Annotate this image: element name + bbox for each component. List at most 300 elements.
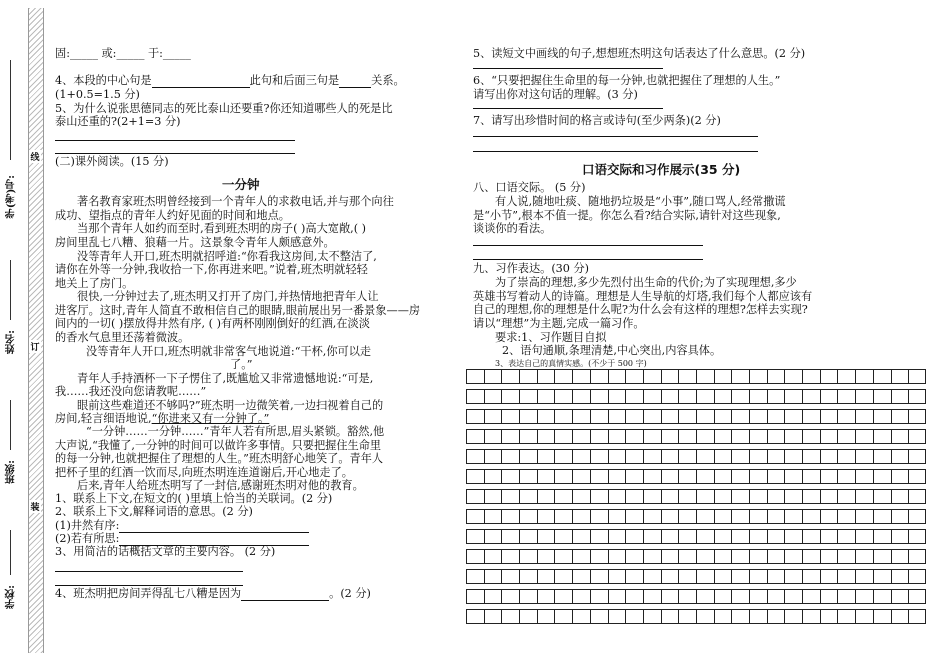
grid-cell[interactable] [625,449,643,464]
grid-cell[interactable] [625,369,643,384]
grid-cell[interactable] [749,529,767,544]
grid-cell[interactable] [696,489,714,504]
grid-cell[interactable] [802,389,820,404]
grid-cell[interactable] [873,529,891,544]
grid-cell[interactable] [625,609,643,624]
grid-cell[interactable] [625,389,643,404]
grid-cell[interactable] [678,469,696,484]
grid-cell[interactable] [714,389,732,404]
grid-cell[interactable] [643,549,661,564]
grid-cell[interactable] [466,589,484,604]
grid-cell[interactable] [820,369,838,384]
q4-answer-blank[interactable] [152,76,250,88]
grid-cell[interactable] [590,529,608,544]
grid-cell[interactable] [749,549,767,564]
grid-cell[interactable] [590,429,608,444]
grid-cell[interactable] [590,409,608,424]
grid-cell[interactable] [873,429,891,444]
grid-cell[interactable] [466,369,484,384]
grid-cell[interactable] [484,409,502,424]
grid-cell[interactable] [767,529,785,544]
grid-cell[interactable] [466,549,484,564]
grid-cell[interactable] [784,569,802,584]
grid-cell[interactable] [608,429,626,444]
grid-cell[interactable] [537,469,555,484]
grid-cell[interactable] [466,409,484,424]
grid-cell[interactable] [519,489,537,504]
grid-cell[interactable] [501,529,519,544]
grid-cell[interactable] [608,609,626,624]
grid-cell[interactable] [519,429,537,444]
grid-cell[interactable] [625,489,643,504]
grid-cell[interactable] [891,569,909,584]
grid-cell[interactable] [519,529,537,544]
grid-cell[interactable] [661,469,679,484]
grid-cell[interactable] [554,369,572,384]
grid-cell[interactable] [767,469,785,484]
grid-cell[interactable] [590,449,608,464]
oral-answer-line-1[interactable] [473,245,703,246]
grid-cell[interactable] [802,529,820,544]
grid-cell[interactable] [873,409,891,424]
grid-cell[interactable] [643,469,661,484]
grid-cell[interactable] [661,429,679,444]
grid-cell[interactable] [590,569,608,584]
grid-cell[interactable] [501,409,519,424]
grid-cell[interactable] [608,469,626,484]
grid-cell[interactable] [466,609,484,624]
grid-cell[interactable] [572,609,590,624]
grid-cell[interactable] [837,389,855,404]
grid-cell[interactable] [537,429,555,444]
grid-cell[interactable] [767,389,785,404]
grid-cell[interactable] [466,509,484,524]
grid-cell[interactable] [501,509,519,524]
grid-cell[interactable] [590,489,608,504]
grid-cell[interactable] [784,549,802,564]
grid-cell[interactable] [908,569,926,584]
grid-cell[interactable] [608,489,626,504]
grid-cell[interactable] [767,589,785,604]
grid-cell[interactable] [714,589,732,604]
grid-cell[interactable] [714,429,732,444]
grid-cell[interactable] [767,429,785,444]
grid-cell[interactable] [643,569,661,584]
grid-cell[interactable] [837,409,855,424]
grid-cell[interactable] [554,509,572,524]
grid-cell[interactable] [891,429,909,444]
grid-cell[interactable] [731,609,749,624]
grid-cell[interactable] [661,529,679,544]
grid-cell[interactable] [678,509,696,524]
grid-cell[interactable] [802,549,820,564]
grid-cell[interactable] [820,429,838,444]
grid-cell[interactable] [837,369,855,384]
grid-cell[interactable] [625,589,643,604]
grid-cell[interactable] [484,389,502,404]
grid-cell[interactable] [501,569,519,584]
grid-cell[interactable] [572,489,590,504]
grid-cell[interactable] [466,489,484,504]
grid-cell[interactable] [714,369,732,384]
grid-cell[interactable] [590,609,608,624]
grid-cell[interactable] [678,589,696,604]
grid-cell[interactable] [643,509,661,524]
grid-cell[interactable] [784,409,802,424]
grid-cell[interactable] [643,589,661,604]
grid-cell[interactable] [837,429,855,444]
r6-answer-line[interactable] [473,108,663,109]
grid-cell[interactable] [714,469,732,484]
grid-cell[interactable] [837,609,855,624]
grid-cell[interactable] [484,569,502,584]
grid-cell[interactable] [484,509,502,524]
grid-cell[interactable] [784,489,802,504]
q4-relation-blank[interactable] [339,76,371,88]
grid-cell[interactable] [820,549,838,564]
grid-cell[interactable] [501,589,519,604]
grid-cell[interactable] [767,509,785,524]
grid-cell[interactable] [855,489,873,504]
grid-cell[interactable] [554,609,572,624]
grid-cell[interactable] [696,429,714,444]
grid-cell[interactable] [572,449,590,464]
grid-cell[interactable] [891,549,909,564]
grid-cell[interactable] [749,389,767,404]
grid-cell[interactable] [908,469,926,484]
grid-cell[interactable] [837,529,855,544]
grid-cell[interactable] [731,589,749,604]
grid-cell[interactable] [696,549,714,564]
grid-cell[interactable] [820,389,838,404]
grid-cell[interactable] [767,609,785,624]
grid-cell[interactable] [731,449,749,464]
grid-cell[interactable] [537,389,555,404]
grid-cell[interactable] [891,529,909,544]
grid-cell[interactable] [625,549,643,564]
grid-cell[interactable] [466,529,484,544]
grid-cell[interactable] [802,409,820,424]
grid-cell[interactable] [678,389,696,404]
grid-cell[interactable] [661,369,679,384]
grid-cell[interactable] [608,549,626,564]
grid-cell[interactable] [784,429,802,444]
grid-cell[interactable] [855,369,873,384]
grid-cell[interactable] [484,449,502,464]
grid-cell[interactable] [731,469,749,484]
grid-cell[interactable] [802,609,820,624]
grid-cell[interactable] [643,489,661,504]
grid-cell[interactable] [855,469,873,484]
grid-cell[interactable] [519,609,537,624]
grid-cell[interactable] [501,389,519,404]
grid-cell[interactable] [731,429,749,444]
grid-cell[interactable] [837,589,855,604]
grid-cell[interactable] [484,549,502,564]
grid-cell[interactable] [678,449,696,464]
grid-cell[interactable] [696,569,714,584]
grid-cell[interactable] [837,469,855,484]
r7-answer-line-2[interactable] [473,151,758,152]
grid-cell[interactable] [661,409,679,424]
grid-cell[interactable] [554,429,572,444]
grid-cell[interactable] [678,369,696,384]
grid-cell[interactable] [519,549,537,564]
grid-cell[interactable] [802,449,820,464]
grid-cell[interactable] [820,409,838,424]
grid-cell[interactable] [784,469,802,484]
grid-cell[interactable] [873,549,891,564]
grid-cell[interactable] [908,529,926,544]
grid-cell[interactable] [572,549,590,564]
grid-cell[interactable] [554,469,572,484]
grid-cell[interactable] [608,449,626,464]
grid-cell[interactable] [731,489,749,504]
grid-cell[interactable] [908,489,926,504]
grid-cell[interactable] [731,409,749,424]
grid-cell[interactable] [519,569,537,584]
grid-cell[interactable] [767,489,785,504]
grid-cell[interactable] [749,409,767,424]
grid-cell[interactable] [554,549,572,564]
grid-cell[interactable] [572,509,590,524]
grid-cell[interactable] [519,469,537,484]
grid-cell[interactable] [572,389,590,404]
grid-cell[interactable] [554,589,572,604]
grid-cell[interactable] [784,529,802,544]
grid-cell[interactable] [554,449,572,464]
q3-answer-line-2[interactable] [55,585,243,586]
grid-cell[interactable] [749,449,767,464]
grid-cell[interactable] [590,509,608,524]
school-line[interactable] [10,530,11,575]
grid-cell[interactable] [484,429,502,444]
grid-cell[interactable] [891,449,909,464]
grid-cell[interactable] [749,589,767,604]
grid-cell[interactable] [855,609,873,624]
grid-cell[interactable] [714,409,732,424]
grid-cell[interactable] [714,569,732,584]
grid-cell[interactable] [855,589,873,604]
grid-cell[interactable] [501,549,519,564]
r5-answer-line[interactable] [473,68,663,69]
grid-cell[interactable] [590,369,608,384]
grid-cell[interactable] [608,589,626,604]
q5-answer-line-2[interactable] [55,153,295,154]
grid-cell[interactable] [484,369,502,384]
q4-reason-blank[interactable] [241,589,329,601]
grid-cell[interactable] [749,509,767,524]
grid-cell[interactable] [908,449,926,464]
grid-cell[interactable] [767,449,785,464]
grid-cell[interactable] [466,389,484,404]
grid-cell[interactable] [820,509,838,524]
grid-cell[interactable] [820,609,838,624]
grid-cell[interactable] [625,529,643,544]
grid-cell[interactable] [519,409,537,424]
grid-cell[interactable] [696,509,714,524]
grid-cell[interactable] [891,589,909,604]
grid-cell[interactable] [537,369,555,384]
grid-cell[interactable] [590,549,608,564]
grid-cell[interactable] [608,509,626,524]
grid-cell[interactable] [767,409,785,424]
grid-cell[interactable] [891,509,909,524]
grid-cell[interactable] [537,569,555,584]
grid-cell[interactable] [466,569,484,584]
grid-cell[interactable] [731,569,749,584]
grid-cell[interactable] [696,409,714,424]
grid-cell[interactable] [873,369,891,384]
grid-cell[interactable] [820,489,838,504]
grid-cell[interactable] [891,409,909,424]
grid-cell[interactable] [678,549,696,564]
grid-cell[interactable] [608,389,626,404]
grid-cell[interactable] [731,509,749,524]
grid-cell[interactable] [696,449,714,464]
grid-cell[interactable] [908,609,926,624]
grid-cell[interactable] [572,569,590,584]
grid-cell[interactable] [661,589,679,604]
grid-cell[interactable] [554,409,572,424]
grid-cell[interactable] [714,489,732,504]
grid-cell[interactable] [714,609,732,624]
grid-cell[interactable] [873,389,891,404]
grid-cell[interactable] [661,569,679,584]
grid-cell[interactable] [908,369,926,384]
grid-cell[interactable] [908,389,926,404]
grid-cell[interactable] [749,469,767,484]
grid-cell[interactable] [661,389,679,404]
grid-cell[interactable] [802,369,820,384]
composition-grid[interactable] [466,369,926,629]
grid-cell[interactable] [749,609,767,624]
grid-cell[interactable] [466,449,484,464]
grid-cell[interactable] [501,429,519,444]
grid-cell[interactable] [696,469,714,484]
grid-cell[interactable] [908,429,926,444]
grid-cell[interactable] [820,469,838,484]
grid-cell[interactable] [855,529,873,544]
grid-cell[interactable] [643,369,661,384]
grid-cell[interactable] [837,489,855,504]
grid-cell[interactable] [501,489,519,504]
grid-cell[interactable] [625,429,643,444]
grid-cell[interactable] [537,449,555,464]
grid-cell[interactable] [696,389,714,404]
grid-cell[interactable] [820,529,838,544]
grid-cell[interactable] [484,489,502,504]
grid-cell[interactable] [678,529,696,544]
grid-cell[interactable] [501,449,519,464]
grid-cell[interactable] [643,449,661,464]
grid-cell[interactable] [802,429,820,444]
grid-cell[interactable] [537,409,555,424]
grid-cell[interactable] [608,409,626,424]
grid-cell[interactable] [519,369,537,384]
grid-cell[interactable] [519,389,537,404]
grid-cell[interactable] [749,489,767,504]
grid-cell[interactable] [537,609,555,624]
grid-cell[interactable] [625,509,643,524]
grid-cell[interactable] [731,549,749,564]
grid-cell[interactable] [661,549,679,564]
grid-cell[interactable] [784,509,802,524]
grid-cell[interactable] [484,589,502,604]
class-line[interactable] [10,400,11,450]
grid-cell[interactable] [837,509,855,524]
grid-cell[interactable] [714,449,732,464]
grid-cell[interactable] [608,529,626,544]
grid-cell[interactable] [855,509,873,524]
grid-cell[interactable] [590,589,608,604]
grid-cell[interactable] [696,609,714,624]
grid-cell[interactable] [820,589,838,604]
grid-cell[interactable] [714,549,732,564]
grid-cell[interactable] [643,529,661,544]
grid-cell[interactable] [767,369,785,384]
grid-cell[interactable] [625,569,643,584]
grid-cell[interactable] [572,529,590,544]
grid-cell[interactable] [855,549,873,564]
grid-cell[interactable] [837,449,855,464]
grid-cell[interactable] [714,509,732,524]
grid-cell[interactable] [519,449,537,464]
grid-cell[interactable] [802,589,820,604]
grid-cell[interactable] [837,569,855,584]
grid-cell[interactable] [537,589,555,604]
grid-cell[interactable] [891,489,909,504]
grid-cell[interactable] [873,589,891,604]
grid-cell[interactable] [661,449,679,464]
grid-cell[interactable] [661,509,679,524]
grid-cell[interactable] [484,529,502,544]
grid-cell[interactable] [643,609,661,624]
grid-cell[interactable] [501,369,519,384]
grid-cell[interactable] [678,569,696,584]
grid-cell[interactable] [873,609,891,624]
grid-cell[interactable] [820,449,838,464]
grid-cell[interactable] [519,509,537,524]
grid-cell[interactable] [855,429,873,444]
q3-answer-line-1[interactable] [55,571,243,572]
grid-cell[interactable] [501,469,519,484]
grid-cell[interactable] [537,489,555,504]
grid-cell[interactable] [608,369,626,384]
grid-cell[interactable] [501,609,519,624]
grid-cell[interactable] [784,449,802,464]
grid-cell[interactable] [625,469,643,484]
grid-cell[interactable] [537,549,555,564]
grid-cell[interactable] [572,409,590,424]
grid-cell[interactable] [873,489,891,504]
grid-cell[interactable] [820,569,838,584]
grid-cell[interactable] [802,469,820,484]
grid-cell[interactable] [784,369,802,384]
grid-cell[interactable] [554,529,572,544]
grid-cell[interactable] [678,489,696,504]
grid-cell[interactable] [891,369,909,384]
grid-cell[interactable] [855,449,873,464]
grid-cell[interactable] [572,589,590,604]
grid-cell[interactable] [784,609,802,624]
grid-cell[interactable] [784,589,802,604]
grid-cell[interactable] [731,369,749,384]
grid-cell[interactable] [767,569,785,584]
student-id-line[interactable] [10,60,11,160]
grid-cell[interactable] [696,589,714,604]
grid-cell[interactable] [643,389,661,404]
